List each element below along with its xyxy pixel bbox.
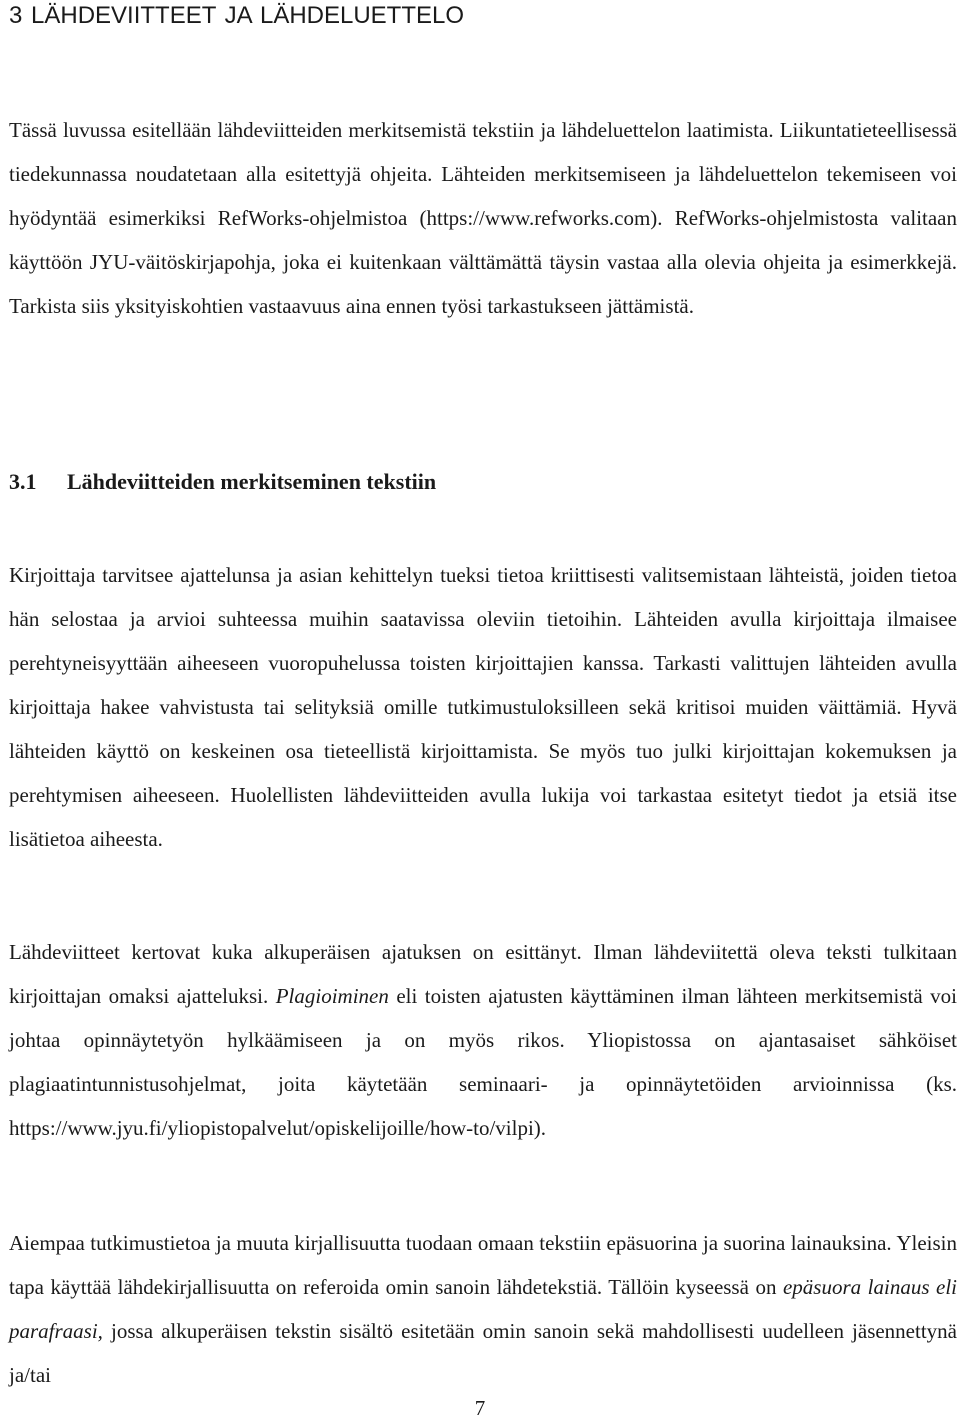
section-heading bbox=[9, 468, 949, 496]
emphasis-term: Plagioiminen bbox=[275, 984, 389, 1008]
paragraph-text: Lähdeviitteet kertovat kuka alkuperäisen ajatuksen on esittänyt. Ilman lähdeviitettä oleva teksti tulkitaan kirjoittajan omaksi ajatteluksi. bbox=[9, 940, 957, 1008]
paragraph-text: eli toisten ajatusten käyttäminen ilman lähteen merkitsemistä voi johtaa opinnäytetyön hylkäämiseen ja on myös rikos. Yliopistossa on ajantasaiset sähköiset plagiaatintunnistusohjelmat, joita käytetään seminaari- ja opinnäytetöiden arvioinnissa (ks. https://www.jyu.fi/yliopistopalvelut/opiskelijoille/how-to/vilpi). bbox=[9, 984, 957, 1140]
emphasis-term: epäsuora lainaus eli parafraasi, bbox=[9, 1275, 957, 1343]
paragraph-text: Aiempaa tutkimustietoa ja muuta kirjallisuutta tuodaan omaan tekstiin epäsuorina ja suorina lainauksina. Yleisin tapa käyttää lähdekirjallisuutta on referoida omin sanoin lähdetekstiä. Tällöin kyseessä on bbox=[9, 1231, 957, 1299]
body-paragraph-quotations bbox=[9, 1221, 957, 1397]
body-paragraph-plagiarism bbox=[9, 930, 957, 1150]
paragraph-text: jossa alkuperäisen tekstin sisältö esitetään omin sanoin sekä mahdollisesti uudelleen jäsennettynä ja/tai bbox=[9, 1319, 957, 1387]
page-number: 7 bbox=[474, 1396, 486, 1420]
section-number: 3.1 bbox=[9, 469, 37, 494]
section-title: Lähdeviitteiden merkitseminen tekstiin bbox=[67, 469, 437, 494]
chapter-heading: 3 LÄHDEVIITTEET JA LÄHDELUETTELO bbox=[9, 2, 465, 29]
intro-paragraph: Tässä luvussa esitellään lähdeviitteiden merkitsemistä tekstiin ja lähdeluettelon laatimista. Liikuntatieteellisessä tiedekunnassa noudatetaan alla esitettyjä ohjeita. Lähteiden merkitsemiseen ja lähdeluettelon tekemiseen voi hyödyntää esimerkiksi RefWorks-ohjelmistoa (https://www.refworks.com). RefWorks-ohjelmistosta valitaan käyttöön JYU-väitöskirjapohja, joka ei kuitenkaan välttämättä täysin vastaa alla olevia ohjeita ja esimerkkejä. Tarkista siis yksityiskohtien vastaavuus aina ennen työsi tarkastukseen jättämistä. bbox=[9, 118, 957, 318]
body-paragraph-sources: Kirjoittaja tarvitsee ajattelunsa ja asian kehittelyn tueksi tietoa kriittisesti valitsemistaan lähteistä, joiden tietoa hän selostaa ja arvioi suhteessa muihin saatavissa oleviin tietoihin. Lähteiden avulla kirjoittaja ilmaisee perehtyneisyyttään aiheeseen vuoropuhelussa toisten kirjoittajien kanssa. Tarkasti valittujen lähteiden avulla kirjoittaja hakee vahvistusta tai selityksiä omille tutkimustuloksilleen sekä kritisoi muiden väittämiä. Hyvä lähteiden käyttö on keskeinen osa tieteellistä kirjoittamista. Se myös tuo julki kirjoittajan kokemuksen ja perehtymisen aiheeseen. Huolellisten lähdeviitteiden avulla lukija voi tarkastaa esitetyt tiedot ja etsiä itse lisätietoa aiheesta. bbox=[9, 563, 957, 851]
